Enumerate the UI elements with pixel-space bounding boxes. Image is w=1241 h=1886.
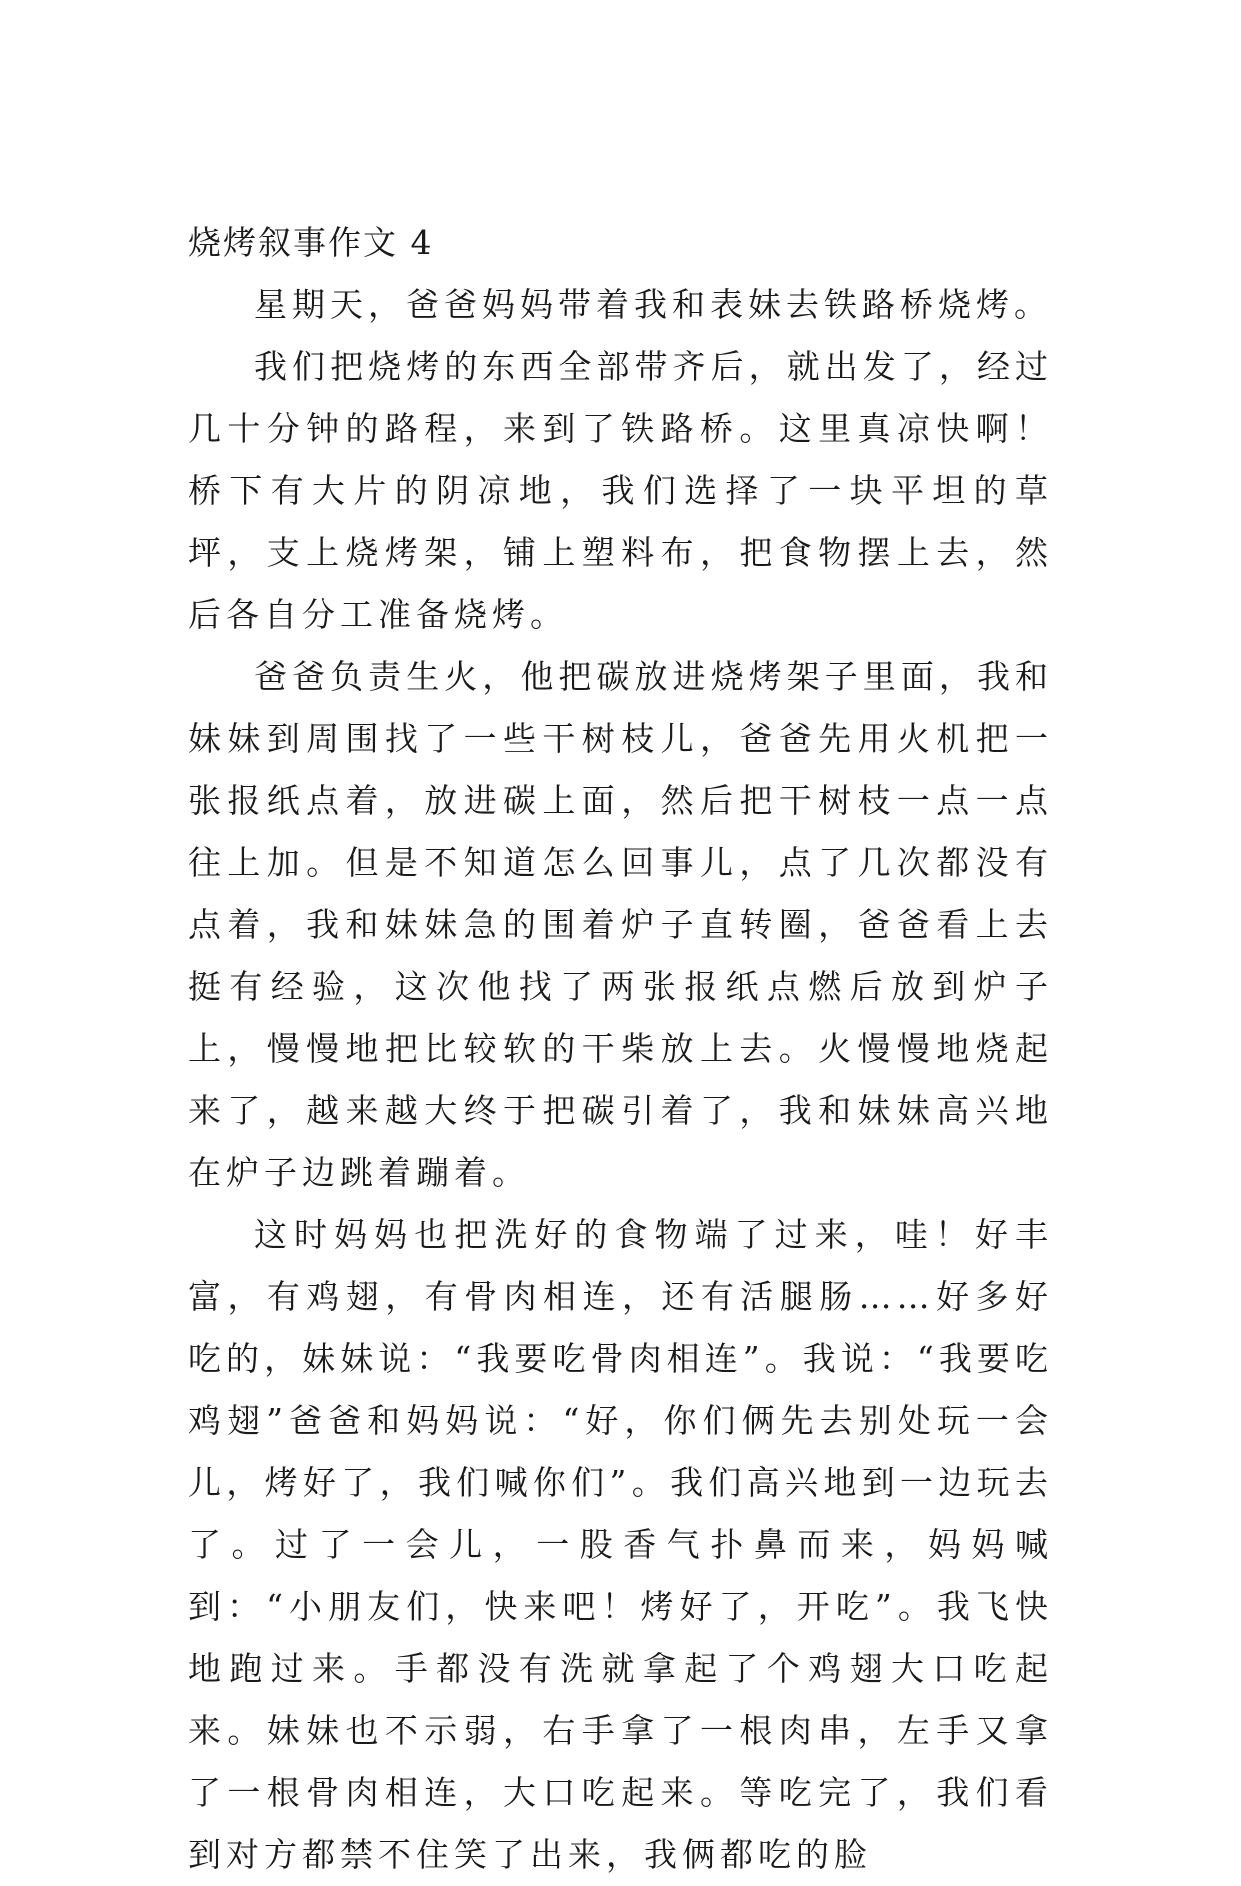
paragraph-3: 爸爸负责生火，他把碳放进烧烤架子里面，我和妹妹到周围找了一些干树枝儿，爸爸先用火机把一张报纸点着，放进碳上面，然后把干树枝一点一点往上加。但是不知道怎么回事儿，点了几次都没有点着，我和妹妹急的围着炉子直转圈，爸爸看上去挺有经验，这次他找了两张报纸点燃后放到炉子上，慢慢地把比较软的干柴放上去。火慢慢地烧起来了，越来越大终于把碳引着了，我和妹妹高兴地在炉子边跳着蹦着。 bbox=[188, 657, 1053, 1192]
paragraph-1: 星期天，爸爸妈妈带着我和表妹去铁路桥烧烤。 bbox=[254, 285, 1052, 324]
paragraph-2: 我们把烧烤的东西全部带齐后，就出发了，经过几十分钟的路程，来到了铁路桥。这里真凉快啊！桥下有大片的阴凉地，我们选择了一块平坦的草坪，支上烧烤架，铺上塑料布，把食物摆上去，然后各自分工准备烧烤。 bbox=[188, 347, 1053, 634]
document-body bbox=[188, 212, 1053, 1886]
document-title: 烧烤叙事作文 4 bbox=[188, 223, 434, 262]
paragraph-4: 这时妈妈也把洗好的食物端了过来，哇！好丰富，有鸡翅，有骨肉相连，还有活腿肠……好多好吃的，妹妹说：“我要吃骨肉相连”。我说：“我要吃鸡翅”爸爸和妈妈说：“好，你们俩先去别处玩一会儿，烤好了，我们喊你们”。我们高兴地到一边玩去了。过了一会儿，一股香气扑鼻而来，妈妈喊到：“小朋友们，快来吧！烤好了，开吃”。我飞快地跑过来。手都没有洗就拿起了个鸡翅大口吃起来。妹妹也不示弱，右手拿了一根肉串，左手又拿了一根骨肉相连，大口吃起来。等吃完了，我们看到对方都禁不住笑了出来，我俩都吃的脸 bbox=[188, 1215, 1053, 1874]
